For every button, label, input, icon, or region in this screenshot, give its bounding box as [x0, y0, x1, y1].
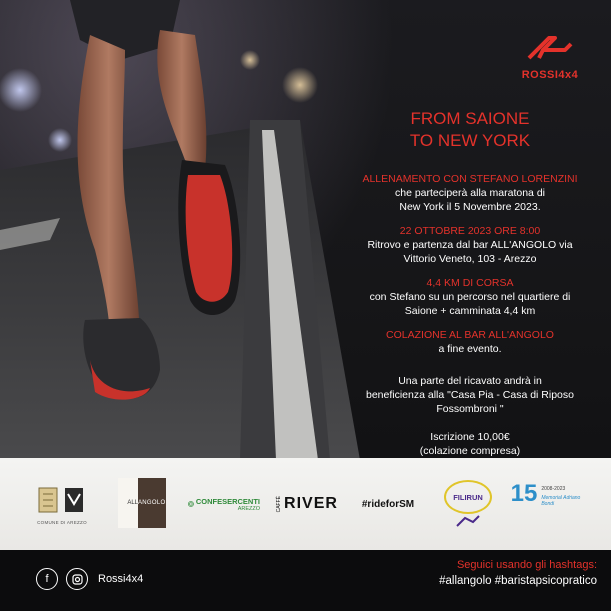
- comune-label: COMUNE DI AREZZO: [37, 519, 87, 525]
- brand-logo: [510, 34, 590, 81]
- allangolo-right: ANGOLO: [138, 500, 166, 506]
- coat-of-arms-icon: [37, 484, 87, 518]
- signup-price: Iscrizione 10,00€: [430, 431, 510, 443]
- detail-block-date: [320, 224, 611, 266]
- river-label: RIVER: [284, 495, 338, 512]
- footer: [0, 550, 611, 611]
- brand-name: ROSSI4x4: [521, 69, 579, 81]
- event-info: [320, 100, 611, 468]
- filirun-label: FILIRUN: [453, 492, 483, 502]
- sponsor-caffe-river: [274, 476, 340, 532]
- headline-line1: FROM SAIONE: [410, 109, 530, 128]
- detail-highlight: COLAZIONE AL BAR ALL'ANGOLO: [386, 329, 554, 341]
- detail-text: a fine evento.: [438, 343, 502, 355]
- sponsor-band: [0, 458, 611, 550]
- sponsor-confesercenti: [188, 476, 260, 532]
- detail-block-breakfast: [320, 328, 611, 356]
- facebook-icon[interactable]: f: [36, 568, 58, 590]
- social-links: [36, 568, 143, 590]
- sponsor-allangolo: [118, 478, 166, 528]
- sponsor-filirun: [440, 476, 496, 532]
- anniversary-years: 2008-2023: [541, 486, 566, 492]
- detail-highlight: 4,4 KM DI CORSA: [426, 277, 514, 289]
- runner-mascot-icon: [453, 514, 483, 528]
- charity-info: [320, 374, 611, 416]
- detail-highlight: ALLENAMENTO CON STEFANO LORENZINI: [362, 173, 578, 185]
- rossi-logo-icon: [525, 34, 575, 62]
- hashtag-block: [439, 558, 597, 589]
- sponsor-ridefor: [352, 476, 424, 532]
- confesercenti-city: AREZZO: [237, 505, 260, 512]
- sponsor-memorial: [508, 476, 588, 538]
- charity-text: Fossombroni ": [436, 403, 504, 415]
- detail-highlight: 22 OTTOBRE 2023 ORE 8:00: [399, 225, 541, 237]
- confesercenti-icon: [188, 495, 194, 513]
- detail-text: con Stefano su un percorso nel quartiere di: [369, 291, 571, 303]
- instagram-icon[interactable]: [66, 568, 88, 590]
- confesercenti-label: CONFESERCENTI: [195, 496, 260, 506]
- signup-note: (colazione compresa): [419, 445, 521, 457]
- headline-line2: TO NEW YORK: [409, 131, 531, 150]
- detail-block-trainer: [320, 172, 611, 214]
- caffe-label: CAFFÈ: [276, 495, 283, 513]
- detail-text: New York il 5 Novembre 2023.: [399, 201, 541, 213]
- signup-info: [320, 430, 611, 458]
- detail-text: che parteciperà alla maratona di: [394, 187, 545, 199]
- anniversary-name: Memorial Adriano Bondi: [541, 495, 581, 507]
- sponsor-comune-arezzo: [36, 476, 88, 532]
- anniversary-number: 15: [510, 480, 538, 507]
- allangolo-left: ALL: [127, 500, 138, 506]
- charity-text: beneficienza alla "Casa Pia - Casa di Riposo: [365, 389, 574, 401]
- detail-block-distance: [320, 276, 611, 318]
- detail-text: Ritrovo e partenza dal bar ALL'ANGOLO via: [367, 239, 573, 251]
- charity-text: Una parte del ricavato andrà in: [398, 375, 542, 387]
- ridefor-label: #rideforSM: [361, 498, 415, 510]
- hashtag-lead: Seguici usando gli hashtags:: [456, 559, 597, 571]
- social-handle: Rossi4x4: [98, 573, 144, 585]
- detail-text: Vittorio Veneto, 103 - Arezzo: [403, 253, 537, 265]
- headline: [320, 108, 611, 152]
- detail-text: Saione + camminata 4,4 km: [404, 305, 536, 317]
- hashtags: #allangolo #baristapsicopratico: [439, 575, 597, 587]
